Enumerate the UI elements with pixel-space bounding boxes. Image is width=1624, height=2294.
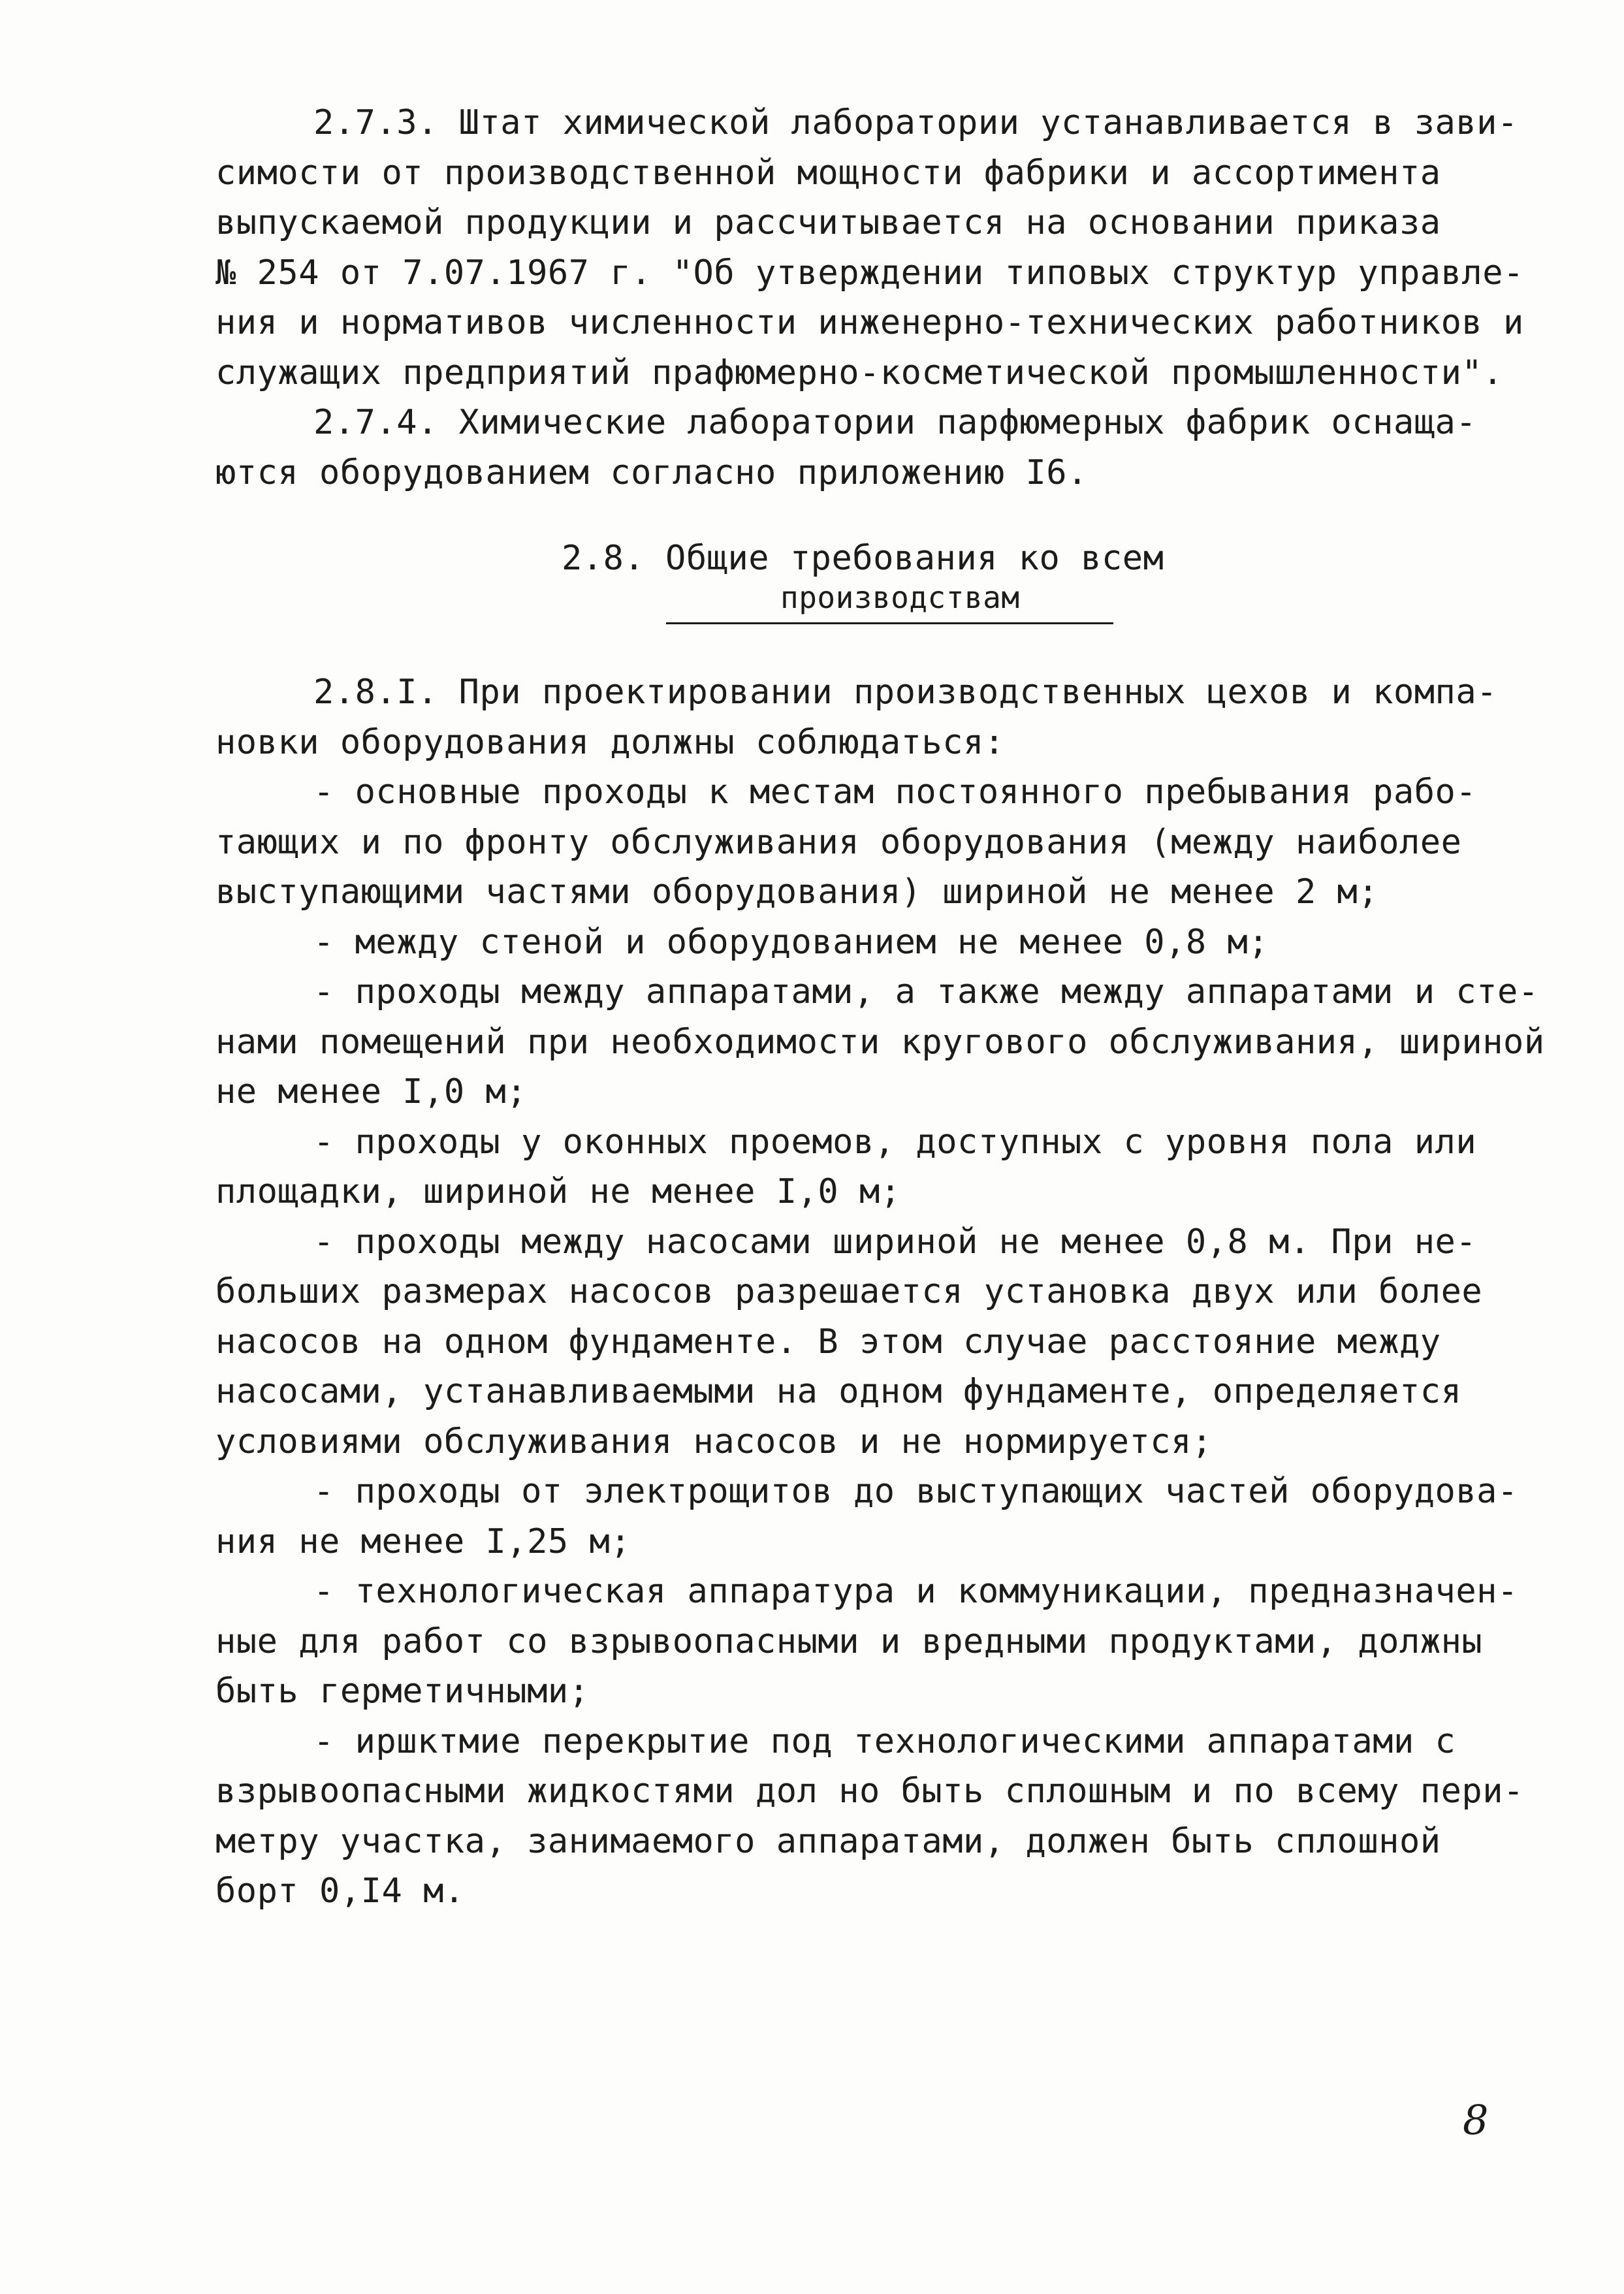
list-item-line: - основные проходы к местам постоянного пребывания рабо- (313, 773, 1477, 812)
list-item-line: насосов на одном фундаменте. В этом случае расстояние между (215, 1322, 1441, 1362)
paragraph-2-7-3-line: служащих предприятий прафюмерно-косметической промышленности". (215, 353, 1504, 392)
list-item-line: взрывоопасными жидкостями дол но быть сплошным и по всему пери- (215, 1772, 1524, 1811)
paragraph-line: новки оборудования должны соблюдаться: (215, 722, 1005, 762)
list-item-line: условиями обслуживания насосов и не нормируется; (215, 1422, 1213, 1461)
list-item-line: тающих и по фронту обслуживания оборудования (между наиболее (215, 822, 1462, 862)
heading-line: производствам (780, 580, 1020, 615)
list-item-line: - между стеной и оборудованием не менее 0,8 м; (313, 922, 1269, 962)
paragraph-2-7-4-line: ются оборудованием согласно приложению I6. (215, 453, 1088, 492)
list-item-line: больших размерах насосов разрешается установка двух или более (215, 1272, 1483, 1311)
list-item-line: ния не менее I,25 м; (215, 1521, 631, 1561)
list-item-line: - проходы от электрощитов до выступающих частей оборудова- (313, 1472, 1518, 1511)
heading-underline (666, 622, 1113, 624)
list-item-line: - технологическая аппаратура и коммуникации, предназначен- (313, 1572, 1518, 1611)
list-item-line: - проходы между насосами шириной не менее 0,8 м. При не- (313, 1222, 1477, 1262)
heading-line: 2.8. Общие требования ко всем (562, 539, 1164, 578)
paragraph-line: 2.8.I. При проектировании производственных цехов и компа- (313, 673, 1497, 712)
section-2-8-text (215, 667, 1545, 1917)
list-item-line: нами помещений при необходимости кругового обслуживания, шириной (215, 1022, 1545, 1062)
list-item-line: площадки, шириной не менее I,0 м; (215, 1172, 901, 1211)
list-item-line: насосами, устанавливаемыми на одном фундаменте, определяется (215, 1372, 1462, 1411)
paragraph-2-7-3-line: выпускаемой продукции и рассчитывается на основании приказа (215, 203, 1441, 242)
section-2-8-heading (562, 539, 1164, 617)
list-item-line: борт 0,I4 м. (215, 1872, 465, 1911)
list-item-line: - проходы между аппаратами, а также между аппаратами и сте- (313, 972, 1539, 1012)
page-number: 8 (1463, 2096, 1489, 2144)
list-item-line: не менее I,0 м; (215, 1072, 528, 1111)
list-item-line: - иршктмие перекрытие под технологическими аппаратами с (313, 1721, 1456, 1761)
paragraph-2-7-3-line: № 254 от 7.07.1967 г. "Об утверждении типовых структур управле- (215, 253, 1524, 293)
paragraph-2-7-4-line: 2.7.4. Химические лаборатории парфюмерных фабрик оснаща- (313, 403, 1477, 442)
list-item-line: быть герметичными; (215, 1672, 590, 1711)
paragraph-2-7-3-line: ния и нормативов численности инженерно-технических работников и (215, 303, 1524, 342)
list-item-line: метру участка, занимаемого аппаратами, должен быть сплошной (215, 1821, 1441, 1861)
list-item-line: ные для работ со взрывоопасными и вредными продуктами, должны (215, 1621, 1483, 1661)
paragraph-2-7-3-line: симости от производственной мощности фабрики и ассортимента (215, 153, 1441, 193)
section-2-7-text (215, 98, 1524, 498)
list-item-line: выступающими частями оборудования) шириной не менее 2 м; (215, 872, 1379, 912)
list-item-line: - проходы у оконных проемов, доступных с уровня пола или (313, 1122, 1477, 1162)
paragraph-2-7-3-line: 2.7.3. Штат химической лаборатории устанавливается в зави- (313, 103, 1518, 142)
